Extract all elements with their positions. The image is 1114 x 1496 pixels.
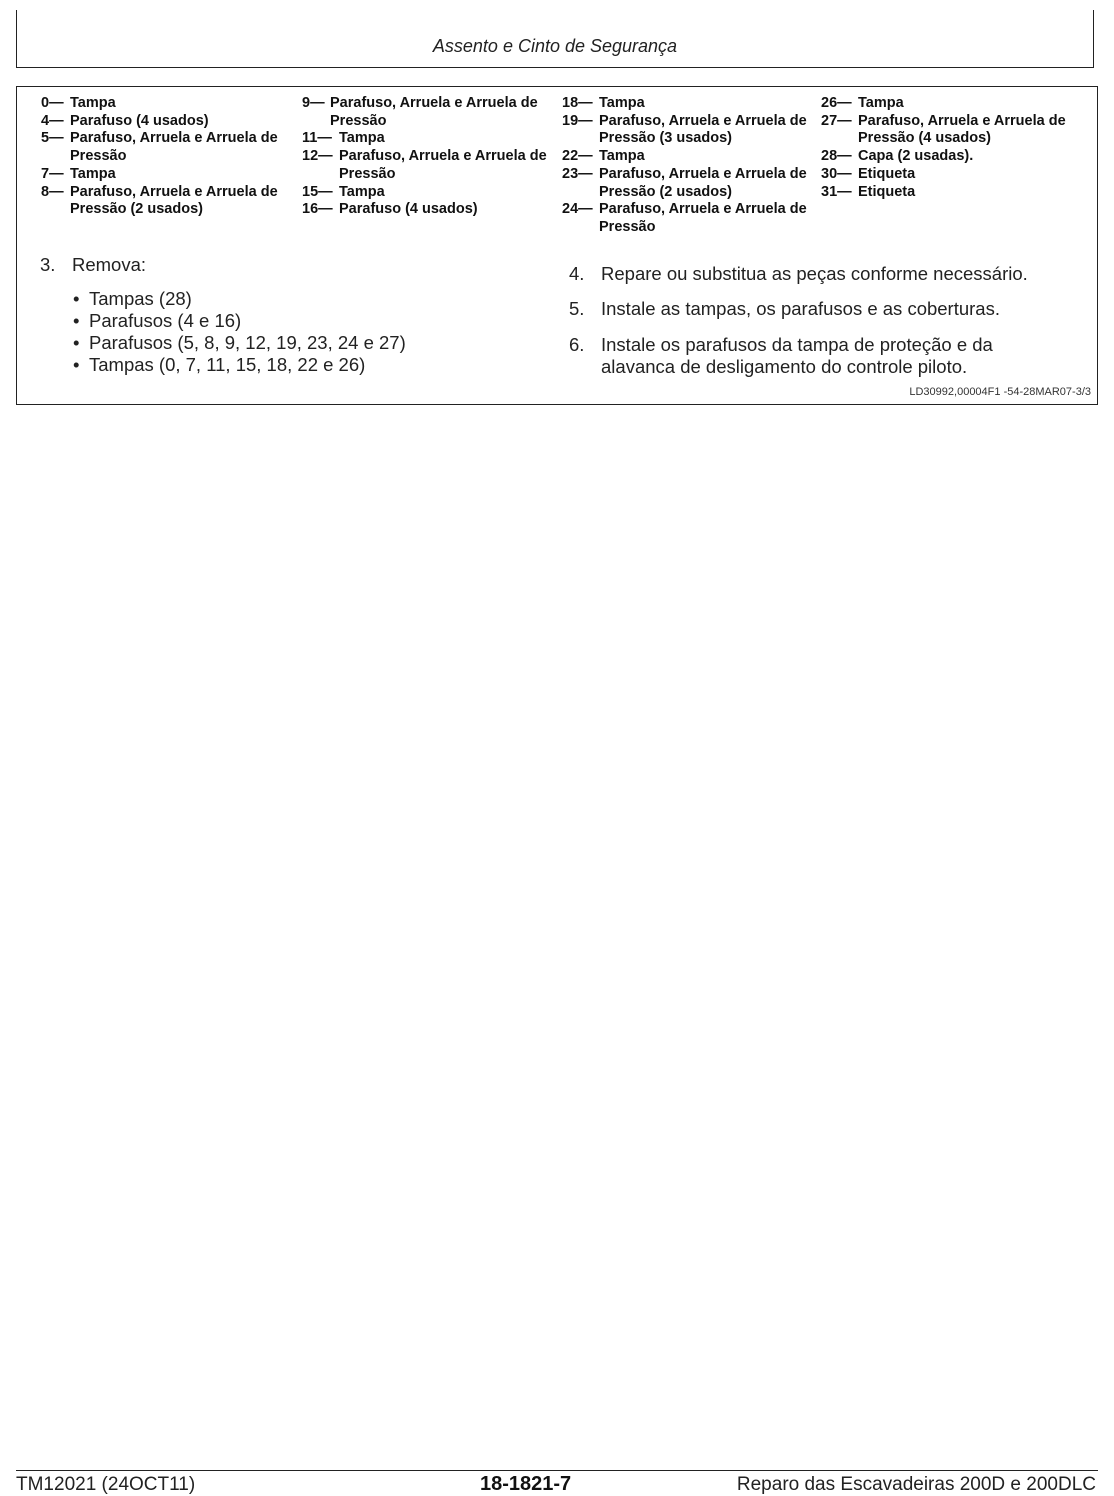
legend-label: Tampa bbox=[70, 165, 116, 182]
reference-code: LD30992,00004F1 -54-28MAR07-3/3 bbox=[909, 386, 1091, 398]
footer-divider bbox=[16, 1470, 1098, 1471]
step-6 bbox=[569, 334, 1039, 378]
legend-label: Capa (2 usadas). bbox=[858, 148, 974, 165]
step-4 bbox=[569, 263, 1089, 285]
footer-page-number: 18-1821-7 bbox=[480, 1473, 572, 1495]
legend-column-3 bbox=[562, 95, 812, 237]
content-box bbox=[16, 86, 1098, 405]
step-5 bbox=[569, 298, 1089, 320]
legend-number: 31— bbox=[821, 183, 852, 200]
legend-number: 24— bbox=[562, 201, 593, 218]
step-number: 4. bbox=[569, 263, 585, 284]
legend-item bbox=[821, 166, 1081, 184]
legend-label: Tampa bbox=[339, 130, 385, 147]
legend-item bbox=[821, 95, 1081, 113]
list-item bbox=[73, 310, 406, 332]
legend-number: 4— bbox=[41, 112, 64, 129]
legend-number: 5— bbox=[41, 130, 64, 147]
legend-label: Tampa bbox=[339, 183, 385, 200]
list-item bbox=[73, 354, 406, 376]
legend-label: Parafuso (4 usados) bbox=[339, 201, 478, 218]
legend-item bbox=[821, 113, 1081, 148]
legend-number: 30— bbox=[821, 165, 852, 182]
legend-item bbox=[41, 95, 281, 113]
legend-item bbox=[302, 130, 552, 148]
legend-number: 0— bbox=[41, 95, 64, 111]
footer-manual-id: TM12021 (24OCT11) bbox=[16, 1474, 196, 1495]
legend-number: 28— bbox=[821, 148, 852, 165]
legend-item bbox=[562, 95, 812, 113]
step-text: Instale as tampas, os parafusos e as coberturas. bbox=[601, 298, 1000, 319]
legend-number: 22— bbox=[562, 148, 593, 165]
legend-number: 18— bbox=[562, 95, 593, 111]
list-item bbox=[73, 288, 406, 310]
legend-item bbox=[562, 201, 812, 236]
legend-number: 11— bbox=[302, 130, 332, 147]
legend-number: 19— bbox=[562, 112, 593, 129]
legend-label: Parafuso (4 usados) bbox=[70, 112, 209, 129]
step-text: Repare ou substitua as peças conforme necessário. bbox=[601, 263, 1028, 284]
legend-item bbox=[562, 148, 812, 166]
step-number: 3. bbox=[40, 254, 56, 275]
legend-label: Parafuso, Arruela e Arruela de Pressão bbox=[330, 95, 538, 129]
legend-label: Etiqueta bbox=[858, 165, 916, 182]
page-header bbox=[16, 10, 1094, 68]
legend-item bbox=[41, 184, 281, 219]
legend-number: 23— bbox=[562, 165, 593, 182]
bullet-icon: • bbox=[73, 310, 80, 331]
bullet-icon: • bbox=[73, 332, 80, 353]
legend-number: 8— bbox=[41, 183, 64, 200]
legend-label: Parafuso, Arruela e Arruela de Pressão bbox=[70, 130, 278, 165]
step-number: 5. bbox=[569, 298, 585, 319]
legend-item bbox=[302, 95, 552, 130]
legend-label: Parafuso, Arruela e Arruela de Pressão (2 usados) bbox=[70, 183, 278, 218]
legend-label: Tampa bbox=[858, 95, 904, 111]
bullet-icon: • bbox=[73, 354, 80, 375]
legend-column-1 bbox=[41, 95, 281, 219]
list-item-text: Parafusos (5, 8, 9, 12, 19, 23, 24 e 27) bbox=[89, 332, 406, 353]
list-item bbox=[73, 332, 406, 354]
legend-label: Tampa bbox=[599, 95, 645, 111]
legend-label: Tampa bbox=[70, 95, 116, 111]
legend-item bbox=[302, 201, 552, 219]
legend-label: Parafuso, Arruela e Arruela de Pressão (4 usados) bbox=[858, 112, 1066, 147]
list-item-text: Tampas (0, 7, 11, 15, 18, 22 e 26) bbox=[89, 354, 366, 375]
legend-item bbox=[41, 166, 281, 184]
legend-number: 9— bbox=[302, 95, 325, 111]
legend-number: 15— bbox=[302, 183, 333, 200]
footer-manual-title: Reparo das Escavadeiras 200D e 200DLC bbox=[736, 1474, 1096, 1495]
list-item-text: Tampas (28) bbox=[89, 288, 192, 309]
legend-item bbox=[562, 113, 812, 148]
legend-number: 27— bbox=[821, 112, 852, 129]
legend-label: Parafuso, Arruela e Arruela de Pressão (2 usados) bbox=[599, 165, 807, 200]
legend-column-2 bbox=[302, 95, 552, 219]
legend-item bbox=[562, 166, 812, 201]
legend-label: Tampa bbox=[599, 148, 645, 165]
legend-number: 16— bbox=[302, 201, 333, 218]
step-number: 6. bbox=[569, 334, 585, 355]
legend-item bbox=[821, 184, 1081, 202]
legend-number: 12— bbox=[302, 148, 333, 165]
section-title: Assento e Cinto de Segurança bbox=[432, 36, 678, 56]
legend-item bbox=[821, 148, 1081, 166]
step-text: Instale os parafusos da tampa de proteção e da alavanca de desligamento do controle piloto. bbox=[601, 334, 993, 377]
legend-label: Parafuso, Arruela e Arruela de Pressão bbox=[339, 148, 547, 182]
removal-list bbox=[73, 288, 406, 376]
legend-label: Etiqueta bbox=[858, 183, 916, 200]
legend-item bbox=[41, 130, 281, 165]
legend-item bbox=[302, 148, 552, 183]
bullet-icon: • bbox=[73, 288, 80, 309]
step-text: Remova: bbox=[72, 254, 147, 275]
legend-item bbox=[302, 184, 552, 202]
legend-item bbox=[41, 113, 281, 131]
step-3 bbox=[40, 254, 520, 276]
list-item-text: Parafusos (4 e 16) bbox=[89, 310, 242, 331]
legend-column-4 bbox=[821, 95, 1081, 201]
legend-label: Parafuso, Arruela e Arruela de Pressão bbox=[599, 201, 807, 235]
legend-label: Parafuso, Arruela e Arruela de Pressão (3 usados) bbox=[599, 112, 807, 147]
legend-number: 26— bbox=[821, 95, 852, 111]
legend-number: 7— bbox=[41, 165, 64, 182]
